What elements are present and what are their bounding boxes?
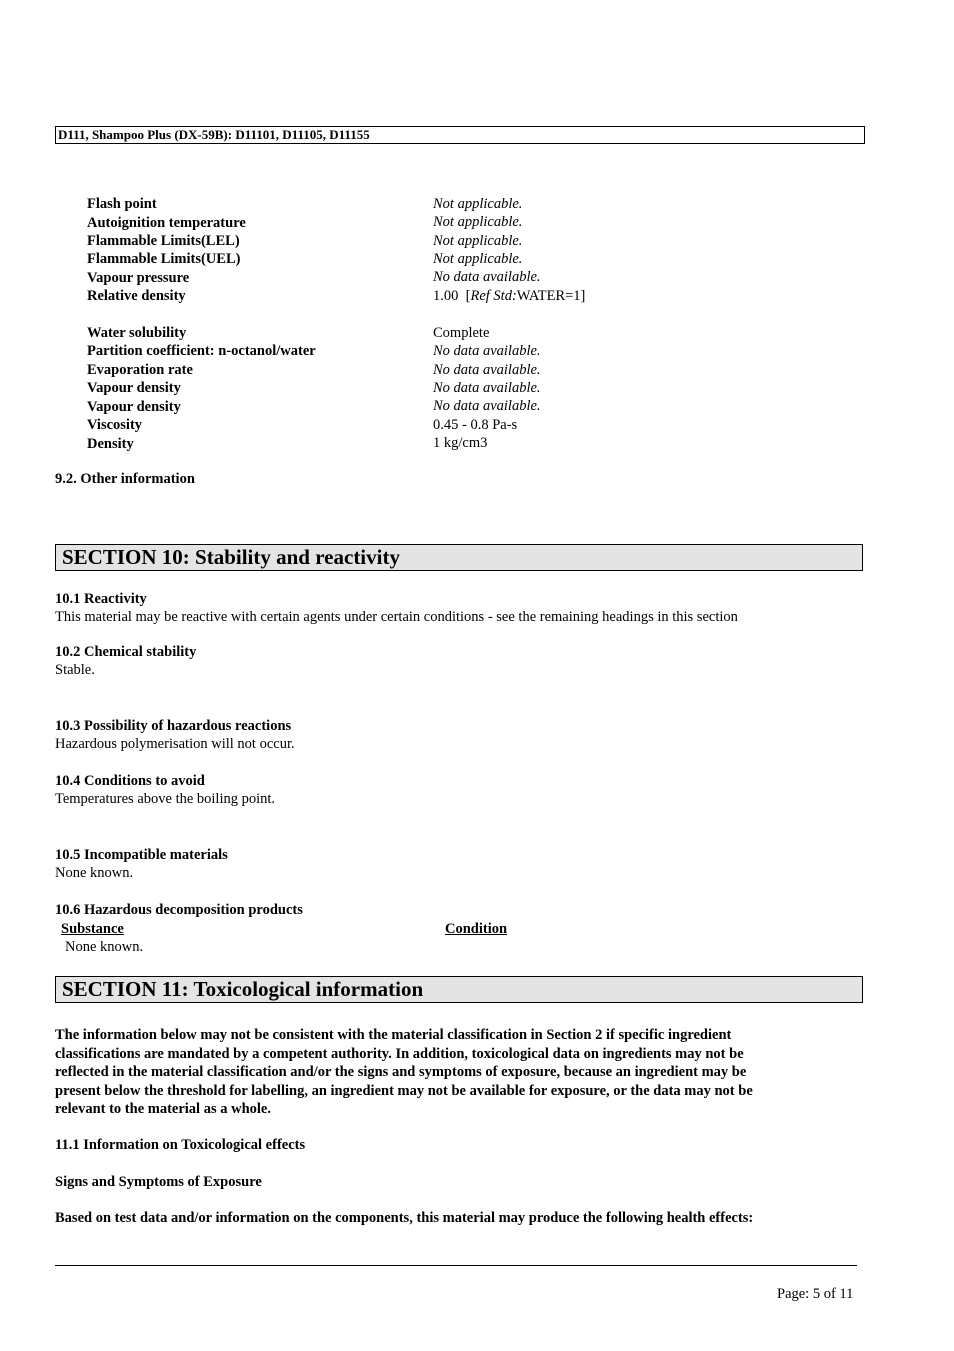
page-number: Page: 5 of 11 bbox=[777, 1286, 854, 1302]
reactivity-text: This material may be reactive with certain agents under certain conditions - see the remaining headings in this section bbox=[55, 609, 738, 625]
prop-label-vapour-density-1: Vapour density bbox=[87, 380, 181, 396]
prop-label-relative-density: Relative density bbox=[87, 288, 186, 304]
prop-label-evaporation: Evaporation rate bbox=[87, 362, 193, 378]
hazardous-reactions-heading: 10.3 Possibility of hazardous reactions bbox=[55, 718, 292, 734]
toxicological-effects-heading: 11.1 Information on Toxicological effects bbox=[55, 1137, 306, 1153]
prop-value-water-solubility: Complete bbox=[433, 325, 490, 341]
prop-value-viscosity: 0.45 - 0.8 Pa-s bbox=[433, 417, 518, 433]
prop-value-density: 1 kg/cm3 bbox=[433, 435, 488, 451]
prop-label-lel: Flammable Limits(LEL) bbox=[87, 233, 240, 249]
relative-density-ref-value: WATER=1] bbox=[516, 288, 586, 304]
incompatible-materials-text: None known. bbox=[55, 865, 134, 881]
prop-value-vapour-density-2: No data available. bbox=[433, 398, 541, 414]
section-11-header: SECTION 11: Toxicological information bbox=[55, 976, 863, 1003]
prop-label-uel: Flammable Limits(UEL) bbox=[87, 251, 241, 267]
prop-value-flash-point: Not applicable. bbox=[433, 196, 523, 212]
prop-value-relative-density bbox=[433, 288, 585, 305]
prop-label-partition: Partition coefficient: n-octanol/water bbox=[87, 343, 316, 359]
column-header-substance: Substance bbox=[61, 921, 124, 937]
prop-value-vapour-density-1: No data available. bbox=[433, 380, 541, 396]
prop-label-flash-point: Flash point bbox=[87, 196, 157, 212]
prop-value-autoignition: Not applicable. bbox=[433, 214, 523, 230]
relative-density-number: 1.00 bbox=[433, 288, 459, 304]
hazardous-reactions-text: Hazardous polymerisation will not occur. bbox=[55, 736, 295, 752]
intro-line: reflected in the material classification and/or the signs and symptoms of exposure, because an ingredient may be bbox=[55, 1064, 747, 1080]
conditions-to-avoid-heading: 10.4 Conditions to avoid bbox=[55, 773, 205, 789]
prop-value-lel: Not applicable. bbox=[433, 233, 523, 249]
decomposition-heading: 10.6 Hazardous decomposition products bbox=[55, 902, 303, 918]
relative-density-ref-prefix: [ bbox=[465, 288, 471, 304]
other-information-heading: 9.2. Other information bbox=[55, 471, 195, 487]
prop-label-autoignition: Autoignition temperature bbox=[87, 215, 246, 231]
conditions-to-avoid-text: Temperatures above the boiling point. bbox=[55, 791, 276, 807]
prop-value-evaporation: No data available. bbox=[433, 362, 541, 378]
intro-line: The information below may not be consistent with the material classification in Section 2 if specific ingredient bbox=[55, 1027, 732, 1043]
prop-label-water-solubility: Water solubility bbox=[87, 325, 187, 341]
toxicology-intro bbox=[55, 1026, 845, 1119]
column-header-condition: Condition bbox=[445, 921, 508, 937]
incompatible-materials-heading: 10.5 Incompatible materials bbox=[55, 847, 228, 863]
signs-symptoms-heading: Signs and Symptoms of Exposure bbox=[55, 1174, 262, 1190]
chemical-stability-text: Stable. bbox=[55, 662, 95, 678]
intro-line: classifications are mandated by a competent authority. In addition, toxicological data on ingredients may not be bbox=[55, 1045, 744, 1062]
decomposition-row: None known. bbox=[65, 939, 144, 955]
footer-divider bbox=[55, 1265, 857, 1266]
intro-line: present below the threshold for labelling, an ingredient may not be available for exposure, or the data may not be bbox=[55, 1082, 753, 1099]
prop-label-vapour-density-2: Vapour density bbox=[87, 399, 181, 415]
prop-label-vapour-pressure: Vapour pressure bbox=[87, 270, 190, 286]
prop-value-uel: Not applicable. bbox=[433, 251, 523, 267]
intro-line: relevant to the material as a whole. bbox=[55, 1101, 271, 1117]
prop-value-vapour-pressure: No data available. bbox=[433, 269, 541, 285]
relative-density-ref-label: Ref Std: bbox=[470, 288, 517, 304]
chemical-stability-heading: 10.2 Chemical stability bbox=[55, 644, 197, 660]
section-10-header: SECTION 10: Stability and reactivity bbox=[55, 544, 863, 571]
prop-label-density: Density bbox=[87, 436, 134, 452]
health-effects-statement: Based on test data and/or information on the components, this material may produce the following health effects: bbox=[55, 1210, 754, 1226]
document-header: D111, Shampoo Plus (DX-59B): D11101, D11105, D11155 bbox=[55, 126, 865, 144]
prop-label-viscosity: Viscosity bbox=[87, 417, 143, 433]
reactivity-heading: 10.1 Reactivity bbox=[55, 591, 147, 607]
prop-value-partition: No data available. bbox=[433, 343, 541, 359]
